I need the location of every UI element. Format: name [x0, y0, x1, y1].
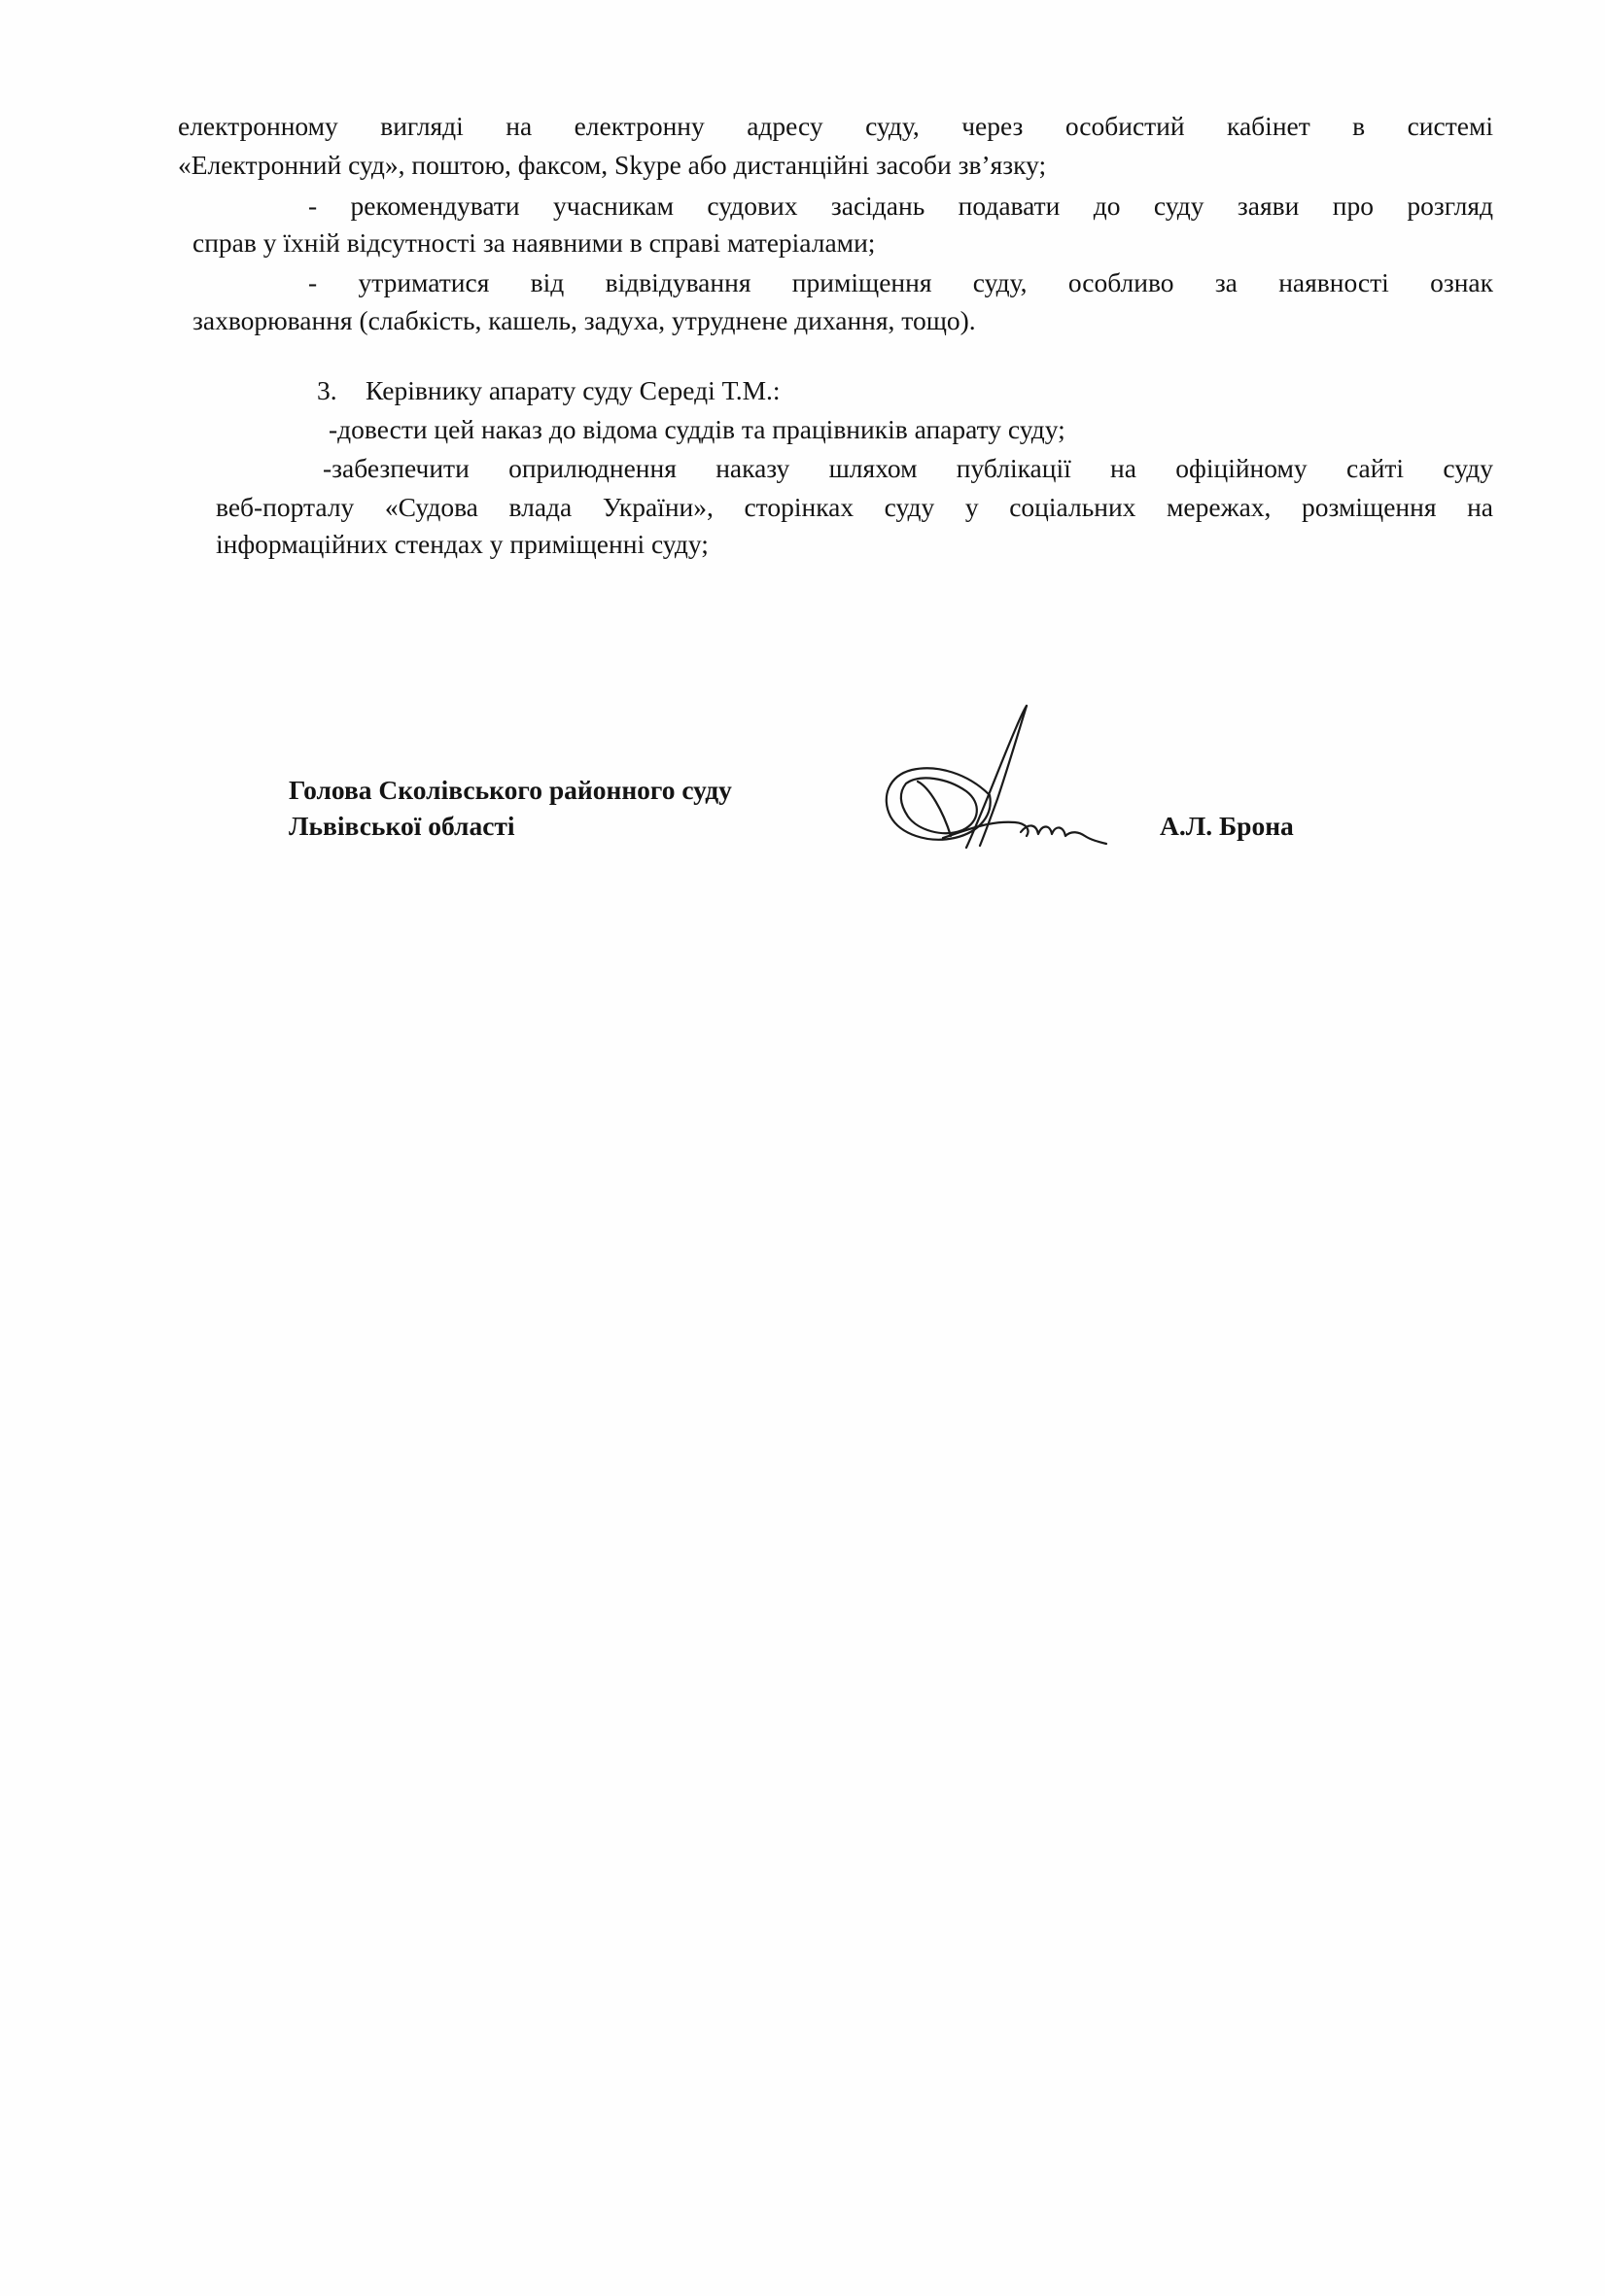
- item-3-sub-1: -довести цей наказ до відома суддів та працівників апарату суду;: [329, 414, 1065, 444]
- signatory-name: А.Л. Брона: [1160, 811, 1294, 841]
- bullet-2-line-1: - утриматися від відвідування приміщення суду, особливо за наявності ознак: [308, 267, 1493, 297]
- item-3-number: 3.: [317, 375, 337, 405]
- bullet-2-line-2: захворювання (слабкість, кашель, задуха, утруднене дихання, тощо).: [192, 305, 976, 335]
- bullet-1-line-2: справ у їхній відсутності за наявними в справі матеріалами;: [192, 227, 876, 258]
- bullet-1-line-1: - рекомендувати учасникам судових засідань подавати до суду заяви про розгляд: [308, 191, 1493, 221]
- continuation-line-1: електронному вигляді на електронну адресу суду, через особистий кабінет в системі: [178, 111, 1493, 141]
- signatory-position-line-2: Львівської області: [289, 811, 515, 841]
- item-3-title: Керівнику апарату суду Середі Т.М.:: [366, 375, 781, 405]
- handwritten-signature: [873, 702, 1116, 867]
- item-3-sub-2-line-1: -забезпечити оприлюднення наказу шляхом публікації на офіційному сайті суду: [323, 453, 1493, 483]
- continuation-line-2: «Електронний суд», поштою, факсом, Skype або дистанційні засоби зв’язку;: [178, 150, 1047, 180]
- item-3-sub-2-line-2: веб-порталу «Судова влада України», сторінках суду у соціальних мережах, розміщення на: [216, 492, 1493, 522]
- item-3-sub-2-line-3: інформаційних стендах у приміщенні суду;: [216, 529, 709, 559]
- signatory-position-line-1: Голова Сколівського районного суду: [289, 775, 732, 805]
